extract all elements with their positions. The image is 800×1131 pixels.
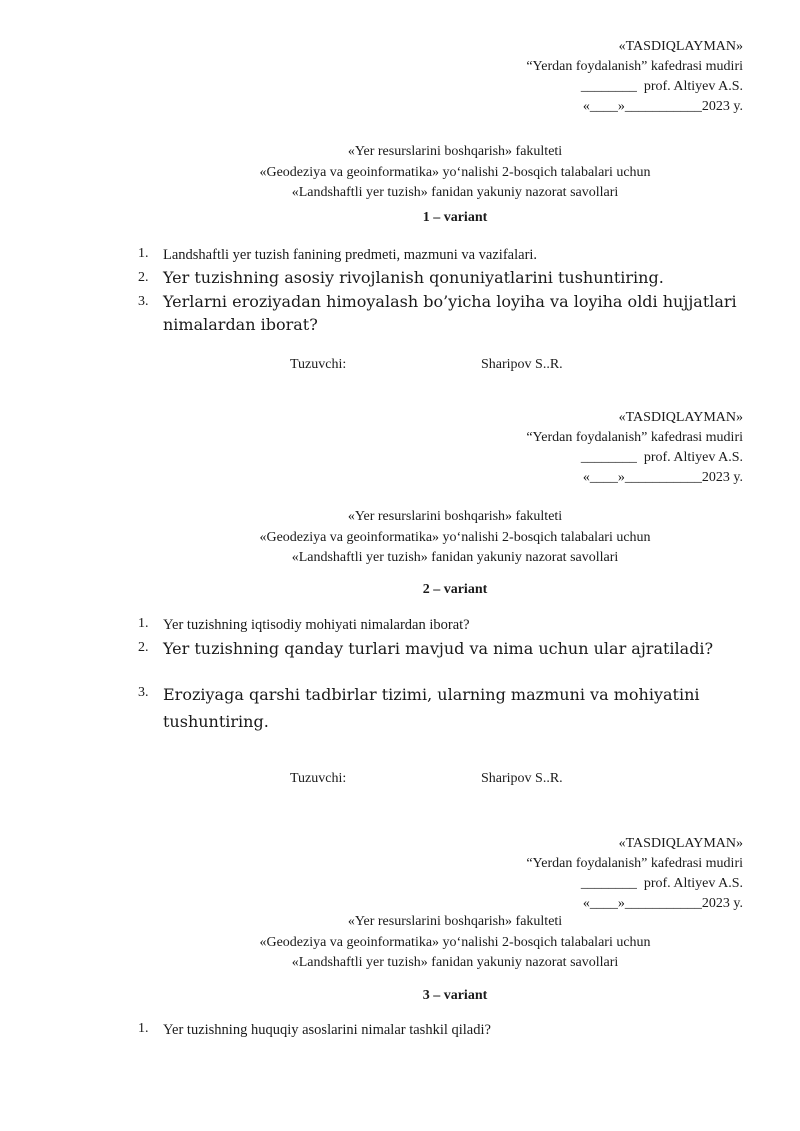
variant-heading: 2 – variant [422, 582, 488, 597]
approval-signature: ________ prof. Altiyev A.S. [580, 876, 743, 891]
question-text: Yer tuzishning asosiy rivojlanish qonuniyatlarini tushuntiring. [163, 268, 664, 287]
approval-title: «TASDIQLAYMAN» [618, 410, 743, 425]
question-text: Eroziyaga qarshi tadbirlar tizimi, ularning mazmuni va mohiyatini tushuntiring. [163, 685, 700, 731]
approval-date: «____»___________2023 y. [582, 470, 743, 485]
question-text: Yerlarni eroziyadan himoyalash bo’yicha loyiha va loyiha oldi hujjatlari nimalardan iborat? [163, 292, 737, 334]
question-number: 1. [138, 246, 149, 261]
approval-signature: ________ prof. Altiyev A.S. [580, 79, 743, 94]
approval-chair: “Yerdan foydalanish” kafedrasi mudiri [526, 856, 743, 871]
question-text: Yer tuzishning huquqiy asoslarini nimalar tashkil qiladi? [163, 1022, 491, 1038]
question-text: Landshaftli yer tuzish fanining predmeti, mazmuni va vazifalari. [163, 247, 538, 263]
question-number: 3. [138, 685, 149, 700]
question-number: 1. [138, 616, 149, 631]
approval-date: «____»___________2023 y. [582, 99, 743, 114]
direction-line: «Geodeziya va geoinformatika» yo‘nalishi 2-bosqich talabalari uchun [259, 934, 651, 950]
author-label: Tuzuvchi: [290, 771, 347, 786]
direction-line: «Geodeziya va geoinformatika» yo‘nalishi 2-bosqich talabalari uchun [259, 529, 651, 545]
direction-line: «Geodeziya va geoinformatika» yo‘nalishi 2-bosqich talabalari uchun [259, 164, 651, 180]
author-name: Sharipov S..R. [481, 771, 563, 786]
subject-line: «Landshaftli yer tuzish» fanidan yakuniy nazorat savollari [291, 955, 619, 970]
title-block [0, 142, 800, 204]
approval-block [526, 408, 743, 488]
approval-chair: “Yerdan foydalanish” kafedrasi mudiri [526, 430, 743, 445]
approval-signature: ________ prof. Altiyev A.S. [580, 450, 743, 465]
approval-title: «TASDIQLAYMAN» [618, 39, 743, 54]
faculty-line: «Yer resurslarini boshqarish» fakulteti [347, 914, 563, 929]
faculty-line: «Yer resurslarini boshqarish» fakulteti [347, 144, 563, 159]
title-block [0, 507, 800, 569]
question-number: 3. [138, 294, 149, 309]
question-text: Yer tuzishning iqtisodiy mohiyati nimalardan iborat? [163, 617, 470, 633]
question-text: Yer tuzishning qanday turlari mavjud va nima uchun ular ajratiladi? [163, 639, 714, 658]
approval-date: «____»___________2023 y. [582, 896, 743, 911]
author-label: Tuzuvchi: [290, 357, 347, 372]
variant-heading: 1 – variant [422, 210, 488, 225]
approval-block [526, 834, 743, 914]
subject-line: «Landshaftli yer tuzish» fanidan yakuniy nazorat savollari [291, 185, 619, 200]
question-number: 2. [138, 270, 149, 285]
faculty-line: «Yer resurslarini boshqarish» fakulteti [347, 509, 563, 524]
question-number: 1. [138, 1021, 149, 1036]
approval-block [526, 37, 743, 117]
approval-title: «TASDIQLAYMAN» [618, 836, 743, 851]
subject-line: «Landshaftli yer tuzish» fanidan yakuniy nazorat savollari [291, 550, 619, 565]
variant-heading: 3 – variant [422, 988, 488, 1003]
question-number: 2. [138, 640, 149, 655]
author-name: Sharipov S..R. [481, 357, 563, 372]
approval-chair: “Yerdan foydalanish” kafedrasi mudiri [526, 59, 743, 74]
title-block [0, 912, 800, 974]
